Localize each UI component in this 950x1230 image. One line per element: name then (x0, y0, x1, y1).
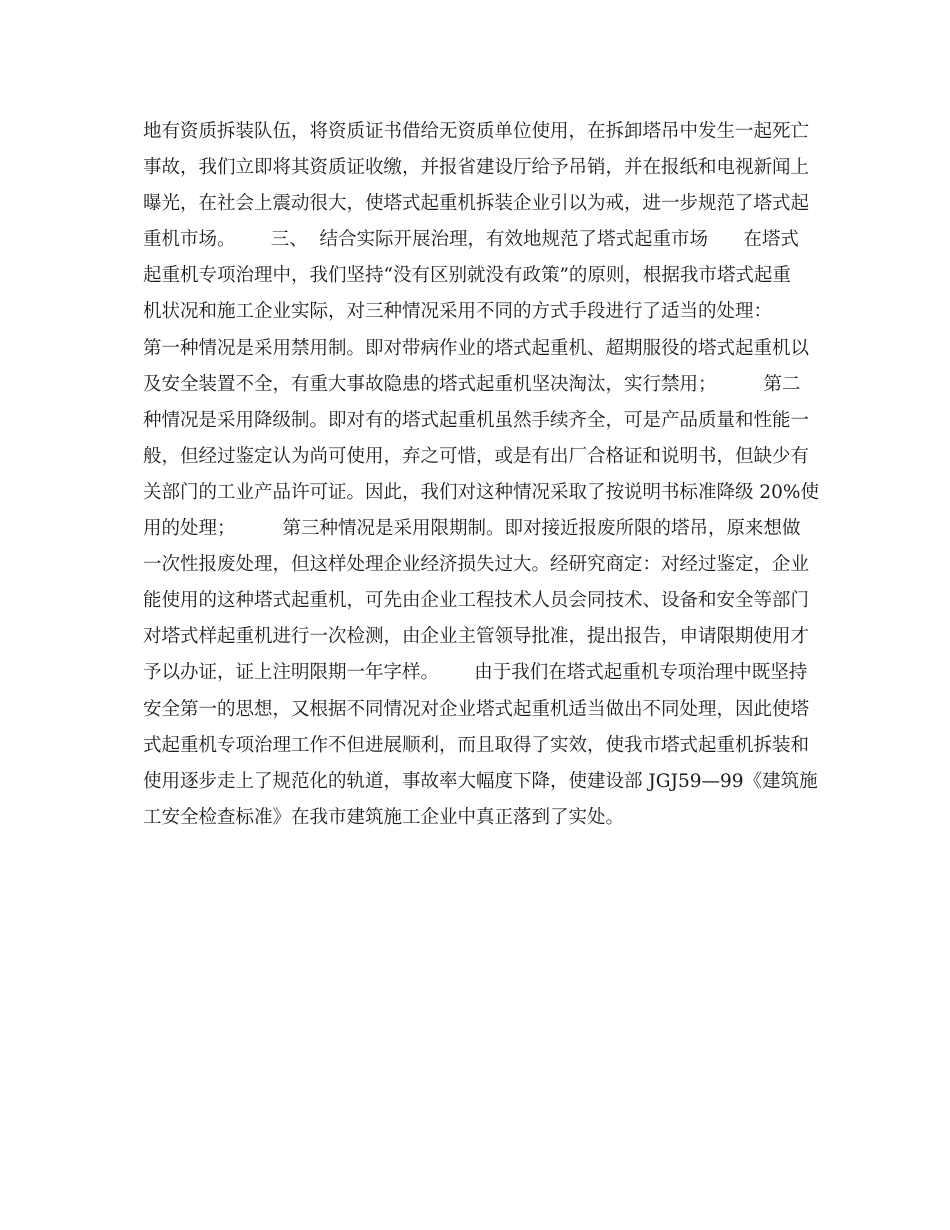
text-line-1: 地有资质拆装队伍，将资质证书借给无资质单位使用，在拆卸塔吊中发生一起死亡 (143, 121, 810, 142)
text-line-2: 事故，我们立即将其资质证收缴，并报省建设厅给予吊销，并在报纸和电视新闻上 (143, 157, 810, 179)
text-line-18: 式起重机专项治理工作不但进展顺利，而且取得了实效，使我市塔式起重机拆装和 (143, 734, 810, 756)
body-text (143, 114, 823, 836)
text-line-20: 工安全检查标准》在我市建筑施工企业中真正落到了实处。 (143, 806, 625, 828)
text-line-10: 般，但经过鉴定认为尚可使用，弃之可惜，或是有出厂合格证和说明书，但缺少有 (143, 445, 810, 467)
text-line-17: 安全第一的思想，又根据不同情况对企业塔式起重机适当做出不同处理，因此使塔 (143, 698, 810, 720)
text-line-13: 一次性报废处理，但这样处理企业经济损失过大。经研究商定：对经过鉴定，企业 (143, 554, 810, 576)
text-line-14: 能使用的这种塔式起重机，可先由企业工程技术人员会同技术、设备和安全等部门 (143, 590, 810, 612)
text-line-9: 种情况是采用降级制。即对有的塔式起重机虽然手续齐全，可是产品质量和性能一 (143, 409, 810, 431)
text-line-7: 第一种情况是采用禁用制。即对带病作业的塔式起重机、超期服役的塔式起重机以 (143, 337, 810, 359)
text-line-4: 重机市场。 三、 结合实际开展治理，有效地规范了塔式起重市场 在塔式 (143, 229, 799, 251)
text-line-11: 关部门的工业产品许可证。因此，我们对这种情况采取了按说明书标准降级 20%使 (143, 481, 820, 503)
text-line-16: 予以办证，证上注明限期一年字样。 由于我们在塔式起重机专项治理中既坚持 (143, 662, 808, 684)
text-line-5: 起重机专项治理中，我们坚持“没有区别就没有政策”的原则，根据我市塔式起重 (143, 265, 791, 287)
text-line-19: 使用逐步走上了规范化的轨道，事故率大幅度下降，使建设部 JGJ59—99《建筑施 (143, 770, 818, 792)
text-line-8: 及安全装置不全，有重大事故隐患的塔式起重机坚决淘汰，实行禁用； 第二 (143, 373, 801, 395)
text-line-6: 机状况和施工企业实际，对三种情况采用不同的方式手段进行了适当的处理： (143, 301, 773, 323)
text-line-3: 曝光，在社会上震动很大，使塔式起重机拆装企业引以为戒，进一步规范了塔式起 (143, 193, 810, 215)
text-line-15: 对塔式样起重机进行一次检测，由企业主管领导批准，提出报告，申请限期使用才 (143, 626, 810, 648)
text-line-12: 用的处理； 第三种情况是采用限期制。即对接近报废所限的塔吊，原来想做 (143, 518, 801, 540)
